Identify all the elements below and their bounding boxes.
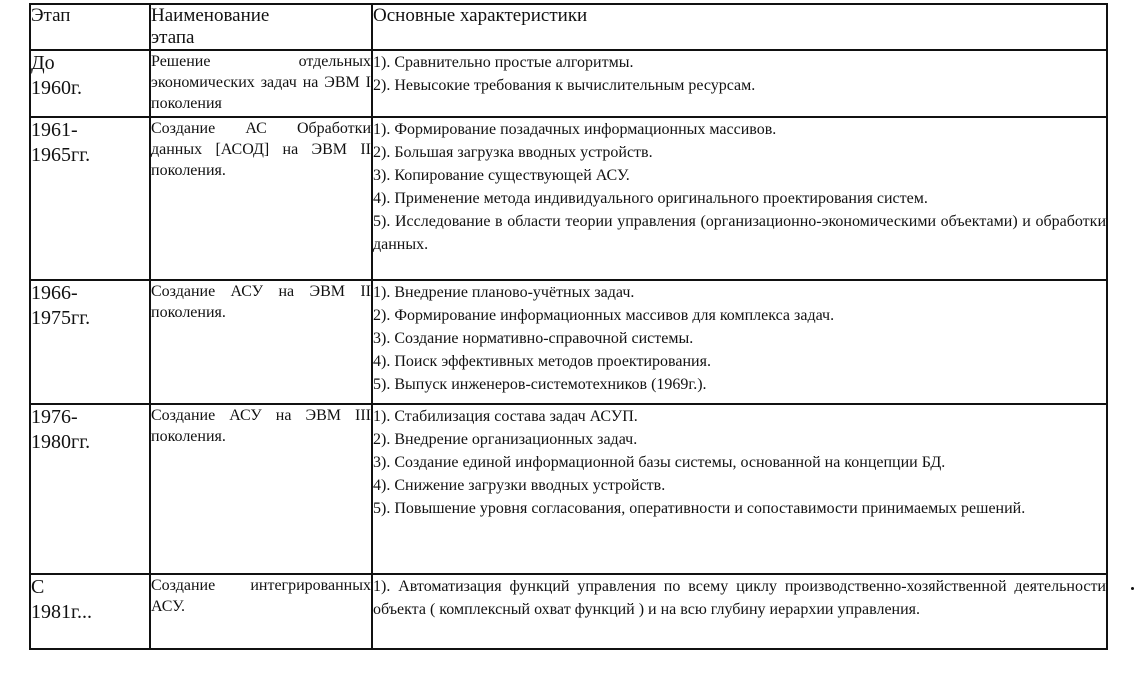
stage-label: 1976-	[31, 406, 78, 428]
stage-period: 1981г...	[31, 601, 92, 623]
table-row	[30, 117, 1107, 280]
stage-label: С	[31, 576, 45, 598]
characteristic-item: 5). Исследование в области теории управления (организационно-экономическими объектами) и обработки данных.	[373, 213, 1106, 253]
stages-table	[29, 3, 1108, 650]
characteristics-cell	[372, 574, 1107, 649]
table-header-row	[30, 4, 1107, 50]
stage-cell	[30, 574, 150, 649]
column-header-name	[150, 4, 372, 50]
characteristic-item: 1). Автоматизация функций управления по всему циклу производственно-хозяйственной деятельности объекта ( комплексный охват функций ) и на всю глубину иерархии управления.	[373, 578, 1106, 618]
characteristic-item: 3). Создание нормативно-справочной системы.	[373, 330, 694, 347]
characteristic-item: 1). Сравнительно простые алгоритмы.	[373, 54, 634, 71]
characteristic-item: 2). Внедрение организационных задач.	[373, 431, 638, 448]
characteristic-item: 2). Формирование информационных массивов для комплекса задач.	[373, 307, 835, 324]
characteristic-item: 1). Стабилизация состава задач АСУП.	[373, 408, 638, 425]
characteristic-item: 4). Поиск эффективных методов проектирования.	[373, 353, 711, 370]
stage-label: До	[31, 52, 55, 74]
stage-period: 1960г.	[31, 77, 82, 99]
stage-period: 1965гг.	[31, 144, 91, 166]
column-header-name-line2: этапа	[151, 27, 195, 48]
characteristic-item: 2). Невысокие требования к вычислительным ресурсам.	[373, 77, 756, 94]
table-row	[30, 50, 1107, 117]
stage-name-cell: Создание АСУ на ЭВМ II поколения.	[150, 280, 372, 404]
stage-name-cell: Создание интегрированных АСУ.	[150, 574, 372, 649]
stage-cell	[30, 117, 150, 280]
stage-cell	[30, 404, 150, 574]
stage-name-cell: Создание АСУ на ЭВМ III поколения.	[150, 404, 372, 574]
characteristic-item: 5). Выпуск инженеров-системотехников (1969г.).	[373, 376, 707, 393]
characteristic-item: 3). Копирование существующей АСУ.	[373, 167, 630, 184]
characteristic-item: 1). Внедрение планово-учётных задач.	[373, 284, 635, 301]
characteristics-cell	[372, 280, 1107, 404]
stage-name-cell: Решение отдельных экономических задач на ЭВМ I поколения	[150, 50, 372, 117]
table-row	[30, 280, 1107, 404]
characteristic-item: 2). Большая загрузка вводных устройств.	[373, 144, 653, 161]
characteristics-cell	[372, 117, 1107, 280]
characteristic-item: 4). Снижение загрузки вводных устройств.	[373, 477, 666, 494]
characteristics-cell	[372, 404, 1107, 574]
column-header-stage: Этап	[30, 4, 150, 50]
column-header-name-line1: Наименование	[151, 5, 270, 26]
stage-cell	[30, 280, 150, 404]
characteristic-item: 5). Повышение уровня согласования, оперативности и сопоставимости принимаемых решений.	[373, 500, 1026, 517]
stage-name-cell: Создание АС Обработки данных [АСОД] на ЭВМ II поколения.	[150, 117, 372, 280]
table-row	[30, 574, 1107, 649]
scan-speck	[1131, 587, 1134, 590]
characteristic-item: 1). Формирование позадачных информационных массивов.	[373, 121, 777, 138]
stage-label: 1966-	[31, 282, 78, 304]
stage-period: 1975гг.	[31, 307, 91, 329]
stage-cell	[30, 50, 150, 117]
stage-label: 1961-	[31, 119, 78, 141]
table-row	[30, 404, 1107, 574]
characteristic-item: 4). Применение метода индивидуального оригинального проектирования систем.	[373, 190, 928, 207]
characteristics-cell	[372, 50, 1107, 117]
characteristic-item: 3). Создание единой информационной базы системы, основанной на концепции БД.	[373, 454, 946, 471]
stage-period: 1980гг.	[31, 431, 91, 453]
column-header-characteristics: Основные характеристики	[372, 4, 1107, 50]
